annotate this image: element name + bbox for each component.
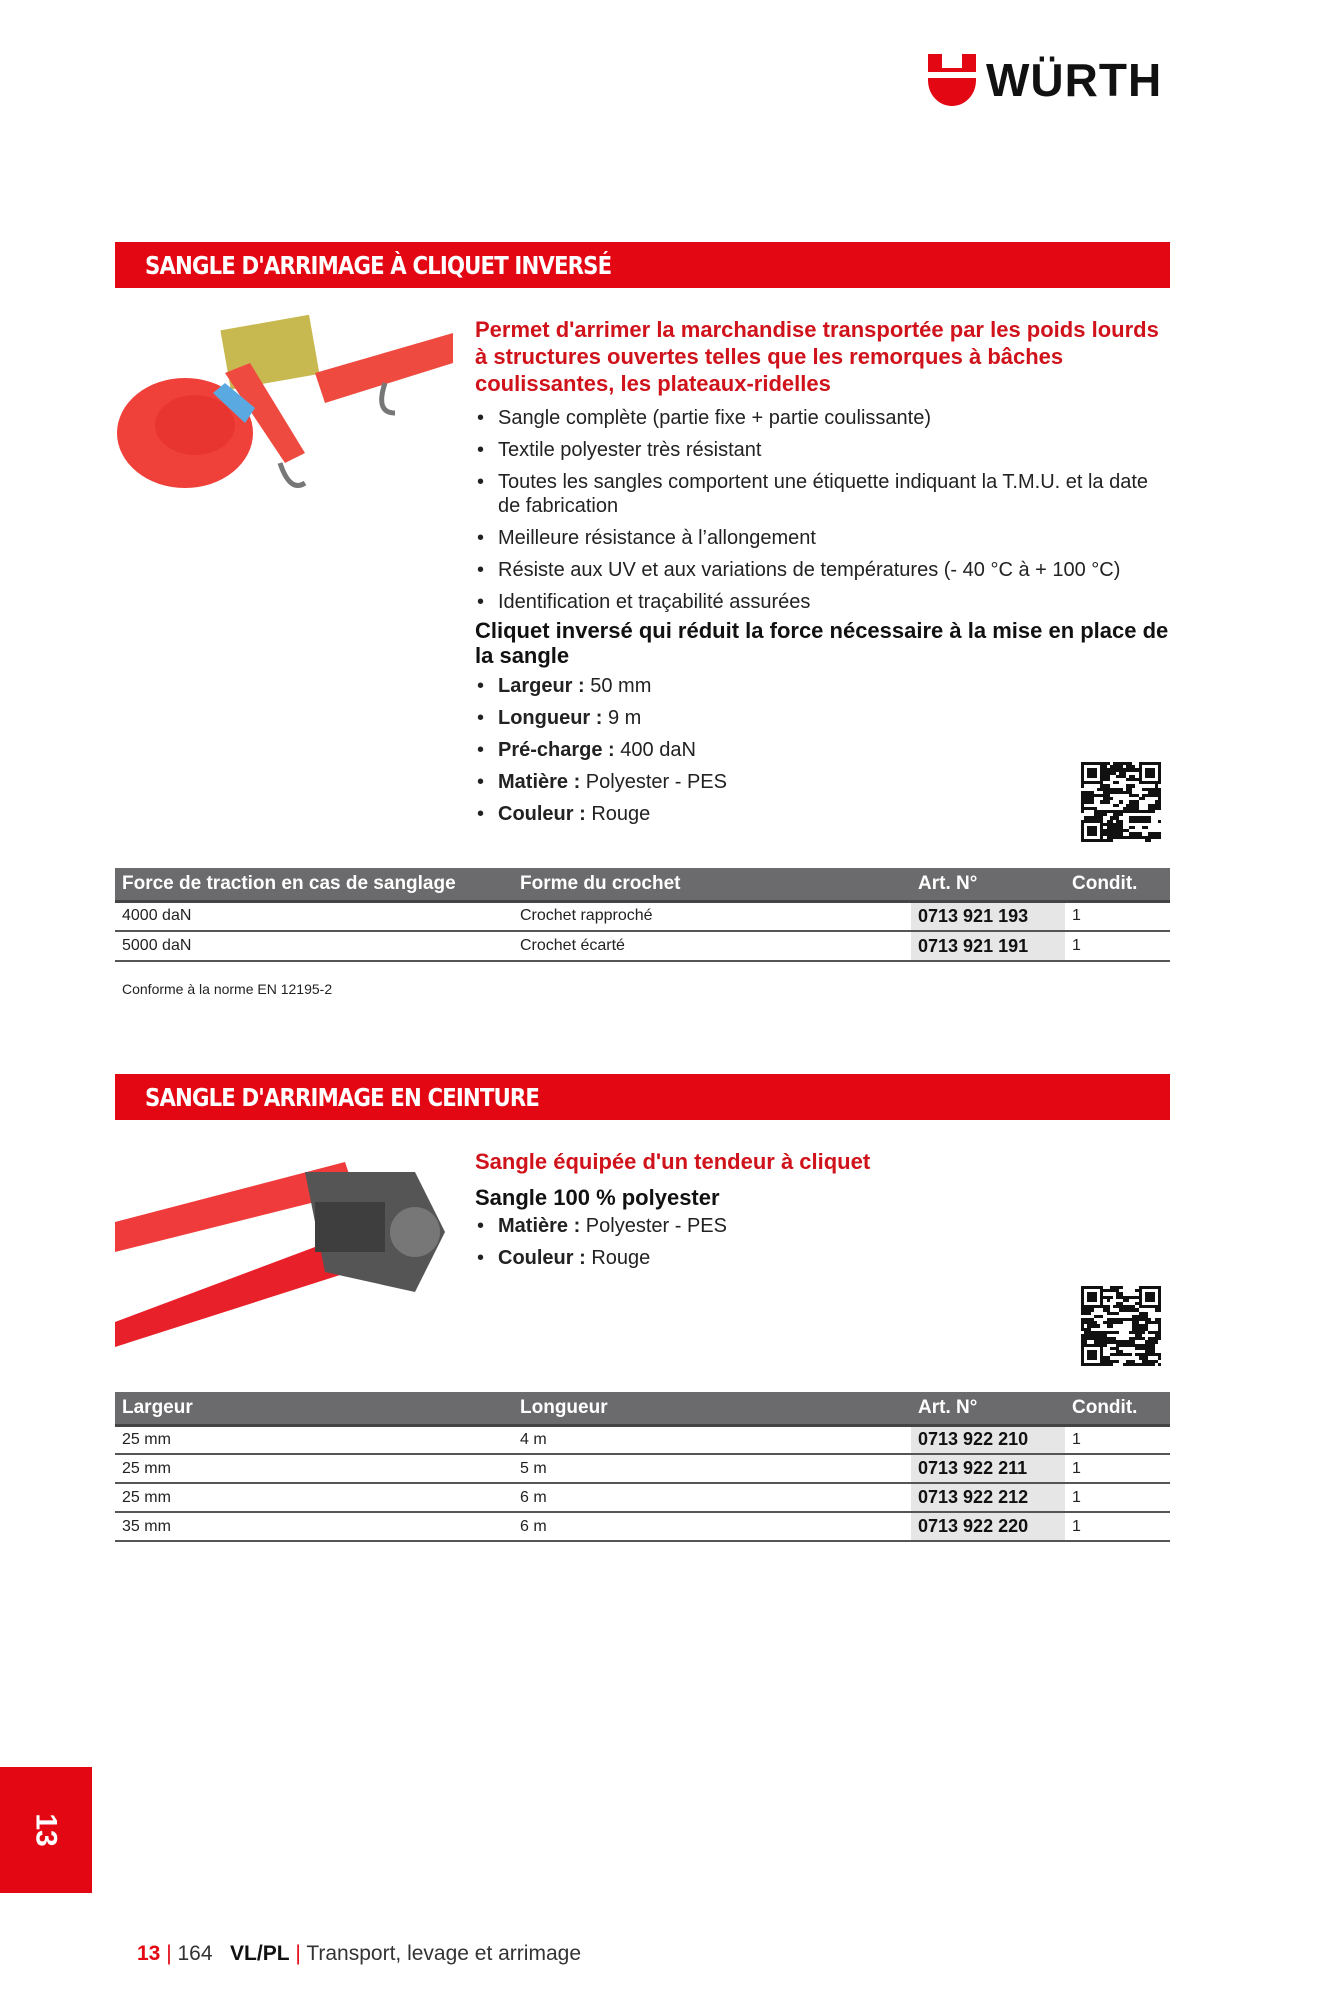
spec-item: • Matière : Polyester - PES [475,1214,1170,1238]
table-row: 25 mm 6 m 0713 922 212 1 [115,1483,1170,1512]
product-table [115,868,1170,962]
wurth-logo [928,54,1162,106]
spec-item: • Longueur : 9 m [475,706,1170,730]
column-header: Forme du crochet [513,868,911,901]
spec-list [475,1214,1170,1270]
column-header: Condit. [1065,868,1170,901]
article-number[interactable]: 0713 922 220 [911,1512,1065,1541]
table-row: 25 mm 4 m 0713 922 210 1 [115,1425,1170,1454]
table-row: 4000 daN Crochet rapproché 0713 921 193 1 [115,901,1170,931]
belt-strap-image [115,1142,453,1347]
article-number[interactable]: 0713 922 212 [911,1483,1065,1512]
ratchet-strap-image [115,313,453,493]
column-header: Art. N° [911,868,1065,901]
article-number[interactable]: 0713 921 193 [911,901,1065,931]
feature-item: • Identification et traçabilité assurées [475,590,1170,614]
subheading: Sangle 100 % polyester [475,1185,720,1210]
feature-item: • Sangle complète (partie fixe + partie coulissante) [475,406,1170,430]
page-footer: 13 | 164 VL/PL | Transport, levage et arrimage [137,1942,581,1965]
feature-item: • Résiste aux UV et aux variations de températures (- 40 °C à + 100 °C) [475,558,1170,582]
intro-text: Permet d'arrimer la marchandise transportée par les poids lourds à structures ouvertes telles que les remorques à bâches coulissantes, les plateaux-ridelles [475,317,1159,396]
section-title: SANGLE D'ARRIMAGE EN CEINTURE [145,1083,540,1112]
column-header: Condit. [1065,1392,1170,1425]
column-header: Largeur [115,1392,513,1425]
qr-code[interactable] [1081,1286,1161,1366]
brand-name: WÜRTH [986,54,1163,106]
intro-text: Sangle équipée d'un tendeur à cliquet [475,1149,871,1174]
column-header: Art. N° [911,1392,1065,1425]
wurth-logo-icon [928,54,976,106]
feature-item: • Textile polyester très résistant [475,438,1170,462]
column-header: Longueur [513,1392,911,1425]
table-row: 25 mm 5 m 0713 922 211 1 [115,1454,1170,1483]
article-number[interactable]: 0713 922 211 [911,1454,1065,1483]
norm-note: Conforme à la norme EN 12195-2 [122,981,333,997]
subheading: Cliquet inversé qui réduit la force nécessaire à la mise en place de la sangle [475,618,1169,668]
qr-code[interactable] [1081,762,1161,842]
table-row: 5000 daN Crochet écarté 0713 921 191 1 [115,931,1170,961]
table-row: 35 mm 6 m 0713 922 220 1 [115,1512,1170,1541]
article-number[interactable]: 0713 921 191 [911,931,1065,961]
feature-list [475,406,1170,614]
section-title: SANGLE D'ARRIMAGE À CLIQUET INVERSÉ [145,251,612,280]
spec-item: • Largeur : 50 mm [475,674,1170,698]
chapter-tab[interactable]: 13 [0,1767,92,1893]
article-number[interactable]: 0713 922 210 [911,1425,1065,1454]
spec-list [475,674,1170,826]
spec-item: • Couleur : Rouge [475,1246,1170,1270]
feature-item: • Toutes les sangles comportent une étiquette indiquant la T.M.U. et la date de fabrication [475,470,1170,518]
section-title-bar [115,242,1170,288]
feature-item: • Meilleure résistance à l’allongement [475,526,1170,550]
spec-item: • Matière : Polyester - PES [475,770,1170,794]
spec-item: • Pré-charge : 400 daN [475,738,1170,762]
section-title-bar [115,1074,1170,1120]
product-table [115,1392,1170,1542]
column-header: Force de traction en cas de sanglage [115,868,513,901]
spec-item: • Couleur : Rouge [475,802,1170,826]
